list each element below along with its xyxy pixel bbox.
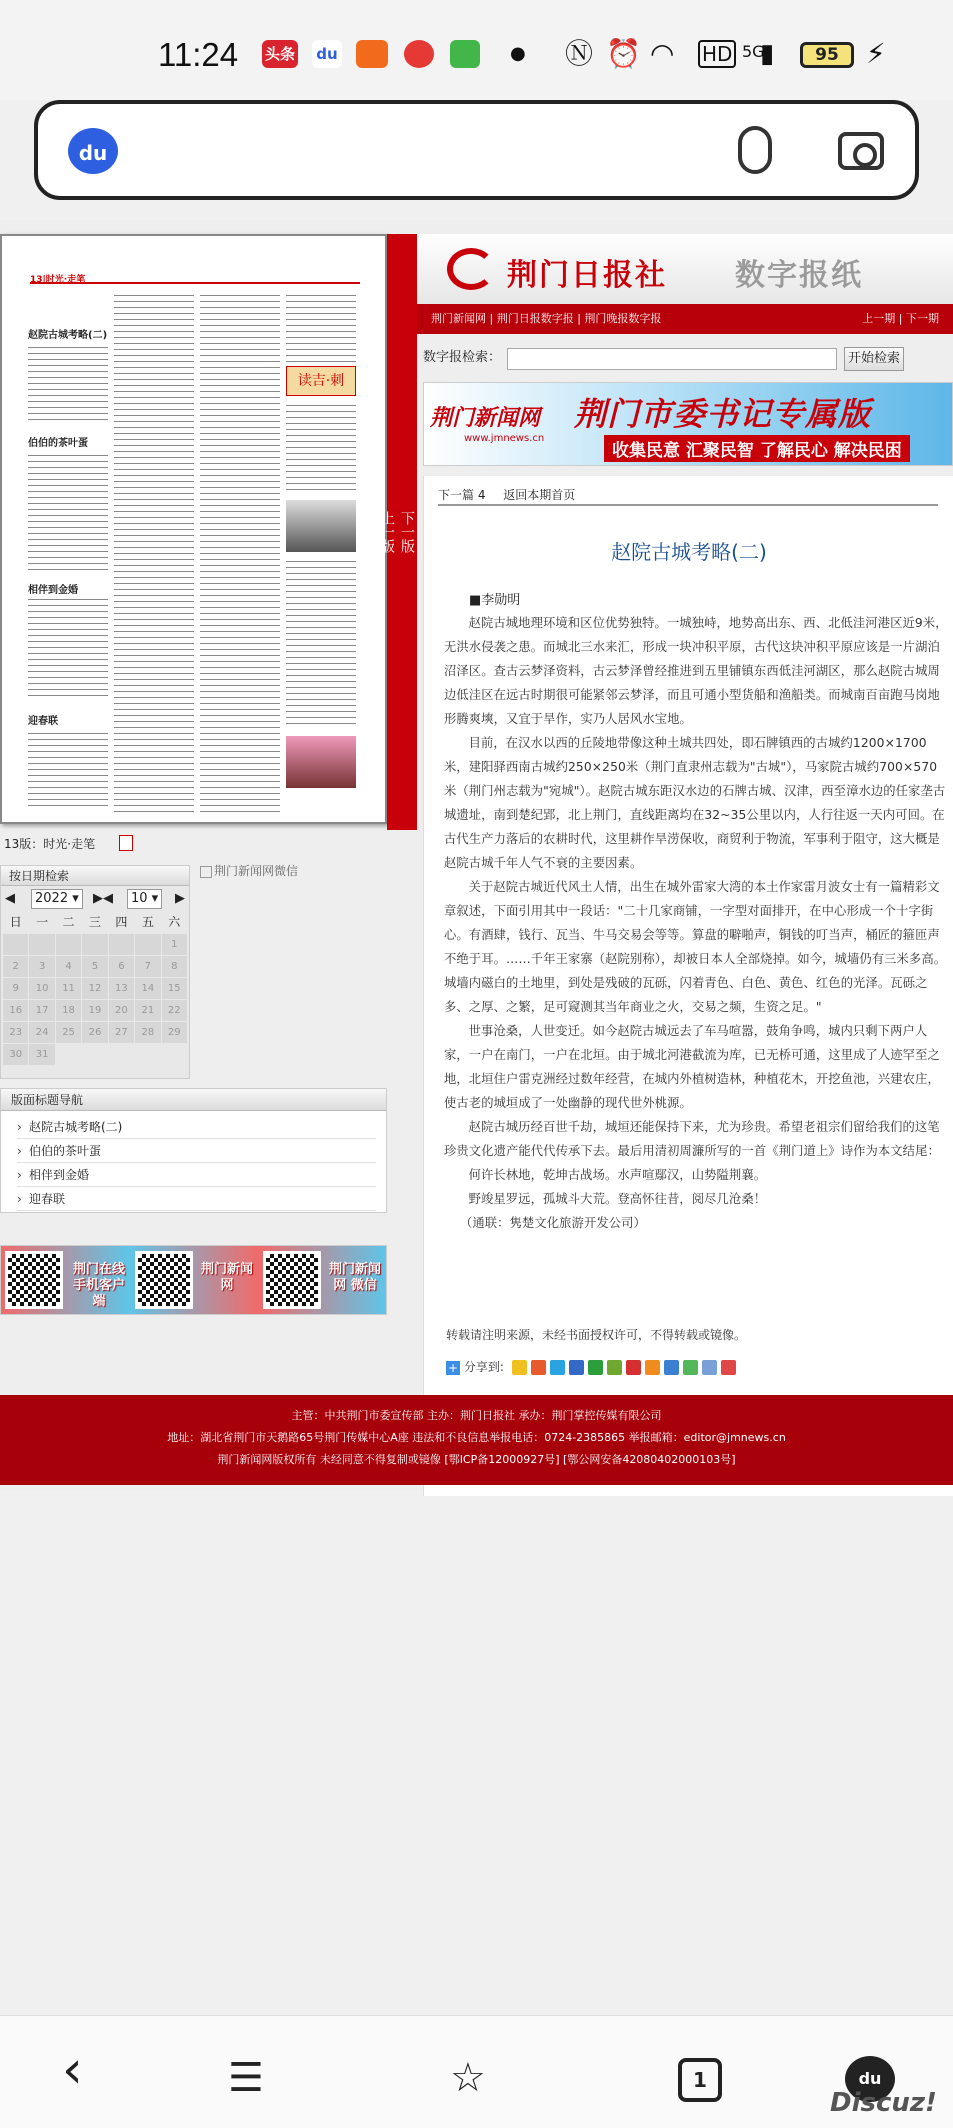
calendar-day[interactable]: 14 — [135, 978, 160, 999]
menu-icon[interactable]: ☰ — [228, 2055, 264, 2101]
calendar-header: 按日期检索 — [1, 866, 189, 886]
banner-url: www.jmnews.cn — [464, 433, 545, 444]
title-nav-item[interactable]: › 相伴到金婚 — [17, 1163, 376, 1187]
calendar-day[interactable]: 9 — [3, 978, 28, 999]
digital-search — [417, 344, 953, 374]
baidu-app-icon: du — [312, 40, 342, 68]
footer-line: 主管：中共荆门市委宣传部 主办：荆门日报社 承办：荆门掌控传媒有限公司 — [291, 1409, 662, 1422]
baidu-home-icon[interactable]: du — [845, 2056, 895, 2102]
thumb-photo — [286, 500, 356, 552]
footer-line: 荆门新闻网版权所有 未经同意不得复制或镜像 [鄂ICP备12000927号] [鄂公网安备42080402000103号] — [217, 1453, 736, 1466]
search-button[interactable]: 开始检索 — [844, 347, 904, 371]
share-renren-icon[interactable] — [569, 1360, 584, 1375]
share-kaixin-icon[interactable] — [588, 1360, 603, 1375]
calendar-day[interactable]: 23 — [3, 1022, 28, 1043]
qr-code-strip — [0, 1245, 387, 1315]
article-paragraph: 赵院古城地理环境和区位优势独特。一城独峙，地势高出东、西、北低洼河港区近9米，无洪水侵袭之患。而城北三水来汇，形成一块冲积平原，古代这块冲积平原应该是一片湖泊沼泽区。查古云梦泽资料，古云梦泽曾经推进到五里铺镇东西低洼河湖区，那么赵院古城周边低洼区在远古时期很可能紧邻云梦泽，而且可通小型货船和渔船类。而城南百亩跑马岗地形腾爽塽，又宜于旱作，实乃人居风水宝地。 — [444, 616, 948, 726]
pdf-icon[interactable] — [119, 835, 133, 851]
page-footer — [0, 1395, 953, 1485]
app-icon — [450, 40, 480, 68]
newspaper-page — [0, 220, 953, 1490]
share-sohu-icon[interactable] — [645, 1360, 660, 1375]
calendar-day[interactable]: 6 — [109, 956, 134, 977]
calendar-day[interactable]: 21 — [135, 1000, 160, 1021]
masthead — [417, 234, 953, 304]
network-type: 5G — [742, 42, 765, 61]
wechat-alt-text: 荆门新闻网微信 — [214, 864, 299, 878]
calendar-day[interactable]: 7 — [135, 956, 160, 977]
calendar-day — [82, 934, 107, 955]
share-wechat-icon[interactable] — [683, 1360, 698, 1375]
app-icon — [404, 40, 434, 68]
calendar-day[interactable]: 10 — [29, 978, 54, 999]
calendar-day[interactable]: 28 — [135, 1022, 160, 1043]
title-navigation — [0, 1088, 387, 1213]
alarm-icon: ⏰ — [606, 37, 641, 70]
weekday-label: 一 — [36, 915, 49, 929]
weekday-label: 日 — [9, 915, 22, 929]
reprint-notice: 转载请注明来源，未经书面授权许可，不得转载或镜像。 — [446, 1328, 747, 1342]
toutiao-app-icon: 头条 — [262, 40, 298, 68]
edition-label — [4, 832, 133, 852]
issue-nav[interactable]: 上一期 | 下一期 — [862, 312, 939, 325]
search-label: 数字报检索： — [423, 350, 502, 365]
masthead-brand: 荆门日报社 — [507, 258, 667, 293]
banner[interactable] — [423, 382, 953, 466]
share-icon: + — [447, 1360, 459, 1375]
footer-line: 地址：湖北省荆门市天鹅路65号荆门传媒中心A座 违法和不良信息举报电话：0724-2385865 举报邮箱：editor@jmnews.cn — [167, 1431, 786, 1444]
share-douban-icon[interactable] — [607, 1360, 622, 1375]
qr-code-icon — [263, 1251, 321, 1309]
date-calendar — [0, 865, 190, 1079]
prev-year-icon[interactable]: ◀ — [5, 891, 15, 906]
share-qzone-icon[interactable] — [512, 1360, 527, 1375]
wifi-icon: ◠ — [650, 37, 675, 70]
share-tencent-icon[interactable] — [664, 1360, 679, 1375]
wechat-image — [200, 862, 298, 879]
thumb-headline: 相伴到金婚 — [28, 585, 78, 596]
calendar-day — [109, 934, 134, 955]
signal-icon: ▮ — [760, 39, 775, 69]
calendar-day[interactable]: 3 — [29, 956, 54, 977]
calendar-day[interactable]: 2 — [3, 956, 28, 977]
next-page-tab[interactable]: 下一版 — [399, 511, 415, 553]
poem-line: 何许长林地，乾坤古战场。水声喧鄢汉，山势隘荆襄。 — [468, 1168, 767, 1182]
calendar-day[interactable]: 11 — [56, 978, 81, 999]
article-body — [444, 611, 949, 1235]
tabs-button[interactable]: 1 — [678, 2058, 722, 2102]
calendar-day[interactable]: 24 — [29, 1022, 54, 1043]
next-month-icon[interactable]: ▶ — [175, 891, 185, 906]
masthead-subtitle: 数字报纸 — [735, 258, 863, 293]
browser-search-bar[interactable] — [34, 100, 919, 200]
year-select[interactable]: 2022 ▾ — [31, 889, 83, 909]
battery-icon: 95 — [800, 42, 854, 68]
camera-icon[interactable] — [838, 132, 884, 170]
next-year-icon[interactable]: ▶◀ — [93, 891, 113, 906]
share-bar — [446, 1356, 736, 1378]
calendar-day[interactable]: 1 — [162, 934, 187, 955]
share-label: 分享到: — [463, 1360, 504, 1374]
article-author: ■李勋明 — [469, 593, 521, 608]
page-thumbnail[interactable] — [0, 234, 387, 824]
charging-icon: ⚡ — [866, 37, 886, 70]
share-weibo-icon[interactable] — [531, 1360, 546, 1375]
calendar-day[interactable]: 16 — [3, 1000, 28, 1021]
search-input[interactable] — [507, 348, 837, 370]
thumb-header: 13|时光·走笔 — [30, 272, 360, 284]
edition-link[interactable]: 13版：时光·走笔 — [4, 837, 96, 851]
browser-bottom-bar — [0, 2015, 953, 2128]
calendar-day[interactable]: 15 — [162, 978, 187, 999]
article-paragraph: 世事沧桑，人世变迁。如今赵院古城远去了车马喧嚣，鼓角争鸣，城内只剩下两户人家，一户在南门，一户在北垣。由于城北河港截流为库，已无桥可通，这里成了人迹罕至之地，北垣住户雷克洲经过数年经营，在城内外植树造林，种植花木，开挖鱼池，兴建农庄，使古老的城垣成了一处幽静的现代世外桃源。 — [444, 1024, 940, 1110]
microphone-icon[interactable] — [738, 126, 772, 174]
calendar-day[interactable]: 29 — [162, 1022, 187, 1043]
calendar-day[interactable]: 18 — [56, 1000, 81, 1021]
thumb-headline: 迎春联 — [28, 716, 58, 727]
calendar-day[interactable]: 19 — [82, 1000, 107, 1021]
page-tabs — [379, 234, 417, 830]
calendar-day[interactable]: 26 — [82, 1022, 107, 1043]
prev-page-tab[interactable]: 上一版 — [379, 511, 395, 553]
banner-logo: 荆门新闻网 — [430, 406, 541, 431]
star-icon[interactable]: ☆ — [450, 2055, 486, 2101]
calendar-day[interactable]: 30 — [3, 1044, 28, 1065]
broken-image-icon — [200, 866, 212, 878]
article-title: 赵院古城考略(二) — [611, 540, 767, 564]
share-mail-icon[interactable] — [702, 1360, 717, 1375]
qr-label: 荆门在线 手机客户端 — [72, 1262, 125, 1309]
thumb-photo — [286, 736, 356, 788]
article-contact: （通联：隽楚文化旅游开发公司） — [459, 1216, 646, 1230]
calendar-day[interactable]: 22 — [162, 1000, 187, 1021]
title-nav-item[interactable]: › 赵院古城考略(二) — [17, 1115, 376, 1139]
nav-links[interactable]: 荆门新闻网 | 荆门日报数字报 | 荆门晚报数字报 — [431, 312, 662, 325]
next-article-link[interactable]: 下一篇 4 — [438, 488, 486, 502]
watermark: Discuz! — [830, 2088, 937, 2118]
weekday-label: 五 — [141, 915, 154, 929]
weekday-label: 三 — [88, 915, 101, 929]
calendar-grid — [1, 912, 189, 1065]
calendar-day[interactable]: 17 — [29, 1000, 54, 1021]
calendar-day — [3, 934, 28, 955]
weekday-label: 二 — [62, 915, 75, 929]
article-paragraph: 赵院古城历经百世千劫，城垣还能保持下来，尤为珍贵。希望老祖宗们留给我们的这笔珍贵文化遗产能代代传承下去。最后用清初周濂所写的一首《荆门道上》诗作为本文结尾： — [444, 1120, 940, 1158]
calendar-day[interactable]: 5 — [82, 956, 107, 977]
back-to-issue-link[interactable]: 返回本期首页 — [503, 488, 576, 502]
banner-slogan: 收集民意 汇聚民智 了解民心 解决民困 — [604, 435, 910, 462]
newspaper-logo-icon — [447, 248, 495, 290]
calendar-selectors — [1, 886, 189, 912]
title-nav-item[interactable]: › 伯伯的茶叶蛋 — [17, 1139, 376, 1163]
weekday-label: 四 — [115, 915, 128, 929]
status-bar — [0, 0, 953, 100]
clock: 11:24 — [158, 36, 239, 73]
share-qq-icon[interactable] — [550, 1360, 565, 1375]
calendar-day[interactable]: 8 — [162, 956, 187, 977]
nfc-icon: Ⓝ — [565, 37, 594, 70]
qr-code-icon — [5, 1251, 63, 1309]
baidu-logo-icon: du — [68, 128, 118, 174]
share-more-icon[interactable] — [721, 1360, 736, 1375]
article-nav — [438, 484, 938, 506]
calendar-day[interactable]: 31 — [29, 1044, 54, 1065]
title-nav-header: 版面标题导航 — [1, 1089, 386, 1111]
thumb-graphic: 读吉·刺 — [286, 366, 356, 396]
calendar-day[interactable]: 12 — [82, 978, 107, 999]
share-netease-icon[interactable] — [626, 1360, 641, 1375]
thumb-headline: 赵院古城考略(二) — [28, 330, 108, 341]
qr-label: 荆门新闻网 微信 — [328, 1262, 381, 1293]
article — [423, 476, 953, 1496]
app-icon — [356, 40, 388, 68]
article-paragraph: 关于赵院古城近代风土人情，出生在城外雷家大湾的本土作家雷月波女士有一篇精彩文章叙述，下面引用其中一段话："二十几家商铺，一字型对面排开，在中心形成一个十字街心。有酒肆，钱行、瓦当、牛马交易会等等。算盘的噼啪声，铜钱的叮当声，桶匠的箍匝声不绝于耳。……千年王家寨（赵院别称），却被日本人全部烧掉。如今，城墙仍有三米多高。城墙内磁白的土地里，到处是残破的瓦砾，闪着青色、白色、黄色、红色的光泽。瓦砾之多、之厚、之繁，足可窥测其当年商业之火，交易之频，生资之足。" — [444, 880, 947, 1014]
thumb-headline: 伯伯的茶叶蛋 — [28, 438, 88, 449]
calendar-day[interactable]: 13 — [109, 978, 134, 999]
calendar-day — [135, 934, 160, 955]
calendar-day[interactable]: 20 — [109, 1000, 134, 1021]
weekday-label: 六 — [168, 915, 181, 929]
article-paragraph: 目前，在汉水以西的丘陵地带像这种土城共四处，即石牌镇西的古城约1200×1700米，建阳驿西南古城约250×250米（荆门直隶州志载为"古城"），马家院古城约700×570米（荆门州志载为"宛城"）。赵院古城东距汉水边的石牌古城、汉津，西至漳水边的任家垄古城遗址，南到楚纪郢，北上荆门，直线距离均在32~35公里以内，人行往返一天内可回。在古代生产力落后的农耕时代，这里耕作旱涝保收，商贸利于物流，军事利于阻守，这大概是赵院古城千年人气不衰的主要因素。 — [444, 736, 946, 870]
calendar-day — [29, 934, 54, 955]
poem-line: 野竣星罗远，孤城斗大荒。登高怀往昔，阅尽几沧桑！ — [468, 1192, 767, 1206]
title-nav-item[interactable]: › 迎春联 — [17, 1187, 376, 1211]
banner-title: 荆门市委书记专属版 — [574, 395, 872, 433]
calendar-day — [56, 934, 81, 955]
hd-icon: HD — [698, 40, 736, 68]
calendar-day[interactable]: 4 — [56, 956, 81, 977]
top-nav — [417, 304, 953, 334]
month-select[interactable]: 10 ▾ — [127, 889, 162, 909]
dot-icon: ● — [510, 43, 526, 64]
qr-code-icon — [135, 1251, 193, 1309]
back-icon[interactable]: ‹ — [62, 2040, 83, 2100]
qr-label: 荆门新闻网 — [200, 1262, 253, 1293]
calendar-day[interactable]: 27 — [109, 1022, 134, 1043]
calendar-day[interactable]: 25 — [56, 1022, 81, 1043]
